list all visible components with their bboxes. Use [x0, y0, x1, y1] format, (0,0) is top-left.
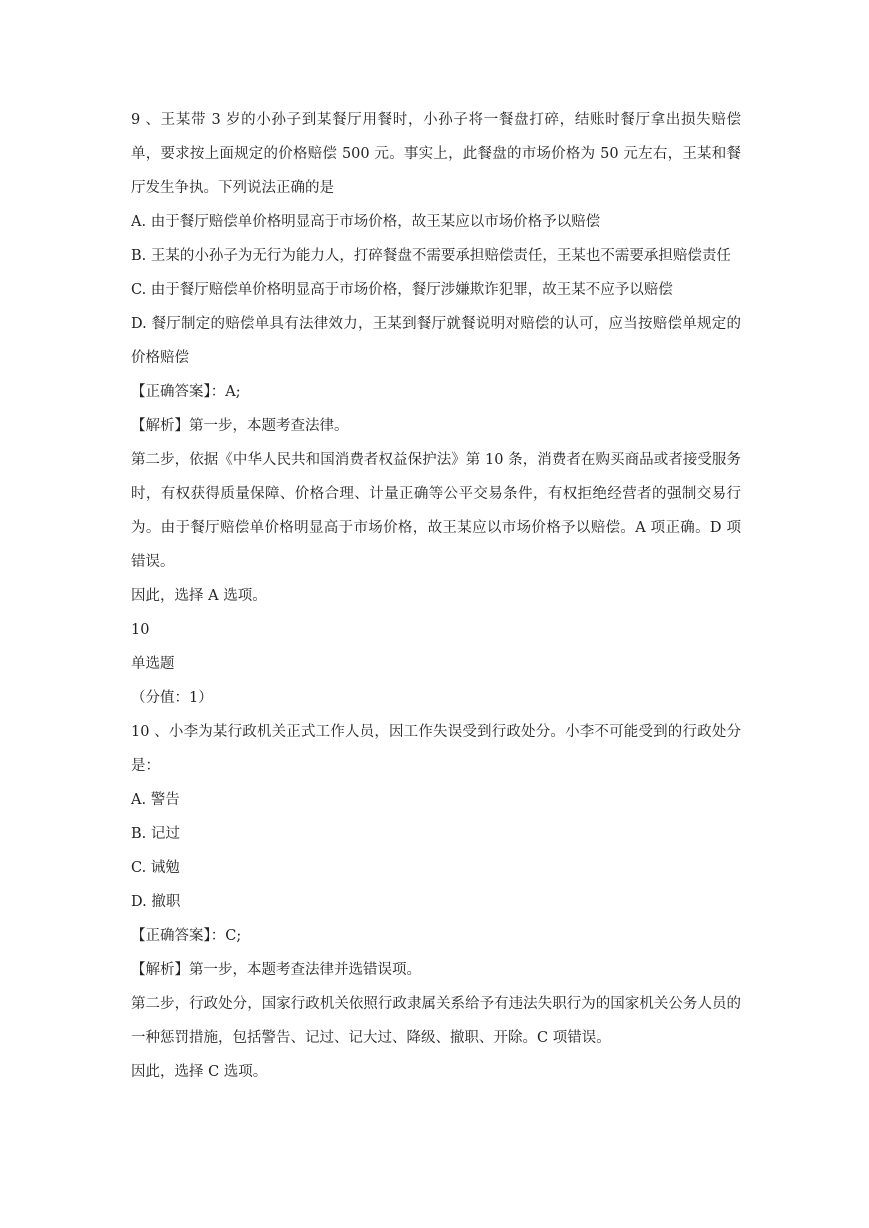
question-10-answer: 【正确答案】：C;	[131, 928, 242, 944]
question-10-stem: 10 、小李为某行政机关正式工作人员，因工作失误受到行政处分。小李不可能受到的行政处分是：	[131, 724, 741, 774]
question-9-analysis-step-2: 第二步，依据《中华人民共和国消费者权益保护法》第 10 条，消费者在购买商品或者接受服务时，有权获得质量保障、价格合理、计量正确等公平交易条件，有权拒绝经营者的强制交易行为。由于餐厅赔偿单价格明显高于市场价格，故王某应以市场价格予以赔偿。A 项正确。D 项错误。	[131, 452, 741, 570]
question-9-option-b: B. 王某的小孙子为无行为能力人，打碎餐盘不需要承担赔偿责任，王某也不需要承担赔偿责任	[131, 248, 731, 264]
question-9-stem: 9 、王某带 3 岁的小孙子到某餐厅用餐时，小孙子将一餐盘打碎，结账时餐厅拿出损失赔偿单，要求按上面规定的价格赔偿 500 元。事实上，此餐盘的市场价格为 50 元左右，王某和餐厅发生争执。下列说法正确的是	[131, 112, 741, 196]
question-9-analysis-step-1: 【解析】第一步，本题考查法律。	[131, 418, 349, 434]
question-10-analysis-step-1: 【解析】第一步，本题考查法律并选错误项。	[131, 962, 421, 978]
question-10-number: 10	[131, 622, 150, 638]
question-9-option-c: C. 由于餐厅赔偿单价格明显高于市场价格，餐厅涉嫌欺诈犯罪，故王某不应予以赔偿	[131, 282, 673, 298]
question-10-option-a: A. 警告	[131, 792, 180, 808]
question-10-analysis-step-2: 第二步，行政处分，国家行政机关依照行政隶属关系给予有违法失职行为的国家机关公务人员的一种惩罚措施，包括警告、记过、记大过、降级、撤职、开除。C 项错误。	[131, 996, 741, 1046]
question-10-option-c: C. 诫勉	[131, 860, 180, 876]
question-9-conclusion: 因此，选择 A 选项。	[131, 588, 267, 604]
question-10-option-d: D. 撤职	[131, 894, 181, 910]
question-9-option-a: A. 由于餐厅赔偿单价格明显高于市场价格，故王某应以市场价格予以赔偿	[131, 214, 601, 230]
question-9-answer: 【正确答案】：A;	[131, 384, 241, 400]
question-10-conclusion: 因此，选择 C 选项。	[131, 1064, 268, 1080]
question-10-score: （分值：1）	[131, 690, 213, 706]
question-9-option-d: D. 餐厅制定的赔偿单具有法律效力，王某到餐厅就餐说明对赔偿的认可，应当按赔偿单规定的价格赔偿	[131, 316, 741, 366]
question-10-type: 单选题	[131, 656, 175, 672]
question-10-option-b: B. 记过	[131, 826, 180, 842]
